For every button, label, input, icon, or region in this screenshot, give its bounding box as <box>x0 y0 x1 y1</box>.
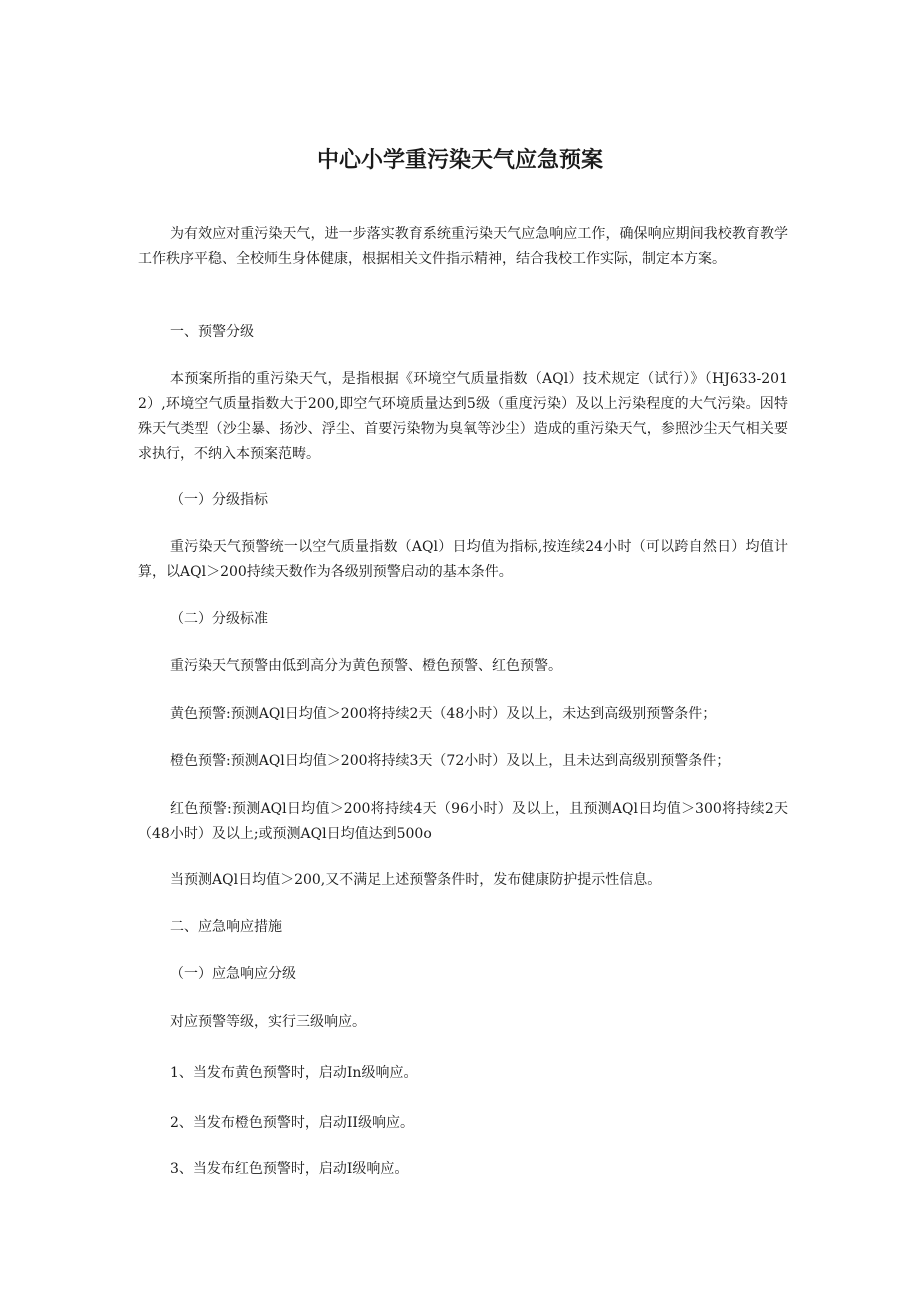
section-heading-emergency-response: 二、应急响应措施 <box>170 919 282 935</box>
subsection-heading-indicators: （一）分级指标 <box>170 492 268 508</box>
subsection-heading-standards: （二）分级标准 <box>170 611 268 627</box>
response-levels-paragraph: 对应预警等级，实行三级响应。 <box>170 1014 366 1030</box>
section-paragraph-definition: 本预案所指的重污染天气，是指根据《环境空气质量指数（AQl）技术规定（试行）》（HJ633-2012）,环境空气质量指数大于200,即空气环境质量达到5级（重度污染）及以上污染程度的大气污染。因特殊天气类型（沙尘暴、扬沙、浮尘、首要污染物为臭氧等沙尘）造成的重污染天气，参照沙尘天气相关要求执行，不纳入本预案范畴。 <box>138 371 788 462</box>
section-heading-warning-levels: 一、预警分级 <box>170 324 254 340</box>
health-info-paragraph: 当预测AQl日均值＞200,又不满足上述预警条件时，发布健康防护提示性信息。 <box>170 872 662 888</box>
intro-paragraph: 为有效应对重污染天气，进一步落实教育系统重污染天气应急响应工作，确保响应期间我校教育教学工作秩序平稳、全校师生身体健康，根据相关文件指示精神，结合我校工作实际，制定本方案。 <box>138 226 788 267</box>
yellow-warning-paragraph: 黄色预警:预测AQl日均值＞200将持续2天（48小时）及以上，未达到高级别预警条件； <box>170 706 717 722</box>
list-item: 2、当发布橙色预警时，启动II级响应。 <box>170 1115 414 1131</box>
standards-paragraph: 重污染天气预警由低到高分为黄色预警、橙色预警、红色预警。 <box>170 658 562 674</box>
indicators-paragraph: 重污染天气预警统一以空气质量指数（AQl）日均值为指标,按连续24小时（可以跨自然日）均值计算，以AQl＞200持续天数作为各级别预警启动的基本条件。 <box>138 539 788 580</box>
list-item: 3、当发布红色预警时，启动I级响应。 <box>170 1161 409 1177</box>
document-title: 中心小学重污染天气应急预案 <box>316 148 603 173</box>
subsection-heading-response-levels: （一）应急响应分级 <box>170 966 296 982</box>
orange-warning-paragraph: 橙色预警:预测AQl日均值＞200将持续3天（72小时）及以上，且未达到高级别预警条件； <box>170 753 731 769</box>
red-warning-paragraph: 红色预警:预测AQl日均值＞200将持续4天（96小时）及以上，且预测AQl日均值＞300将持续2天（48小时）及以上;或预测AQl日均值达到500o <box>138 801 788 842</box>
list-item: 1、当发布黄色预警时，启动In级响应。 <box>170 1065 418 1081</box>
